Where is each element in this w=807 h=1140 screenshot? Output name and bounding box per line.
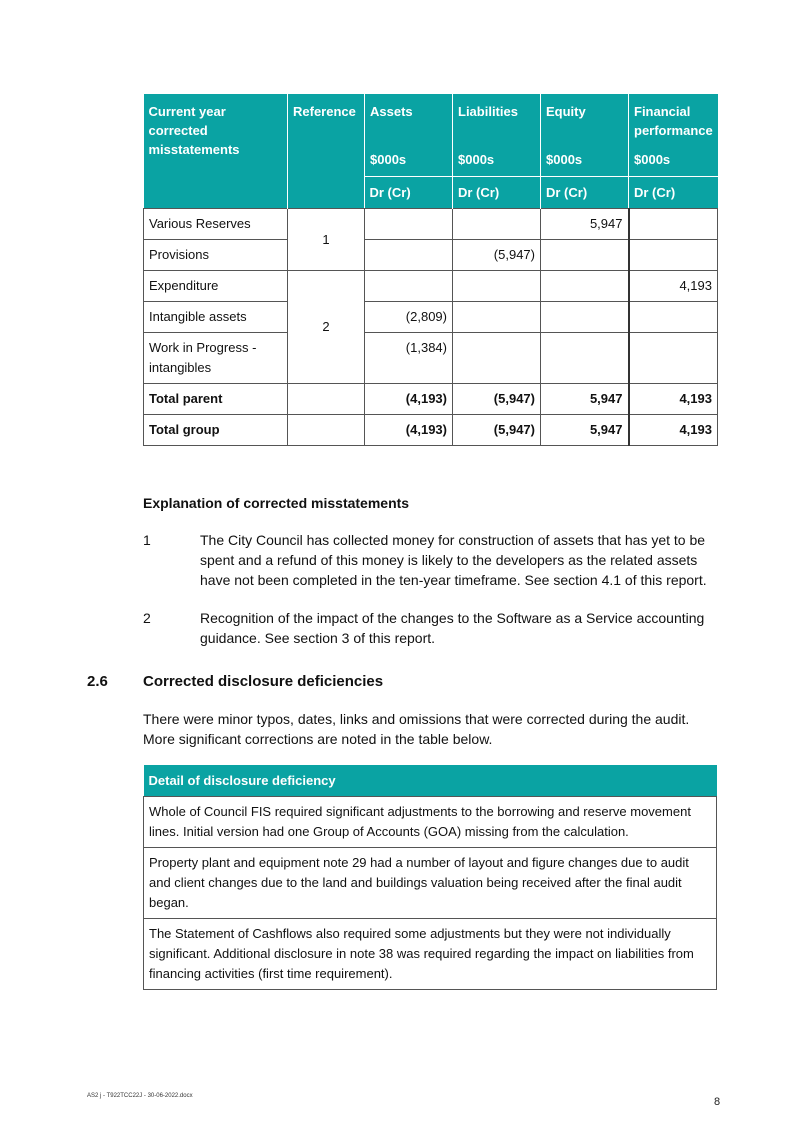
explanation-number: 1	[143, 532, 151, 548]
row-equity	[541, 240, 629, 271]
row-item: Total group	[144, 415, 288, 446]
row-item: Expenditure	[144, 271, 288, 302]
total-row	[144, 384, 718, 415]
table-row	[144, 209, 718, 240]
row-financial-performance	[629, 302, 718, 333]
header-liabilities: Liabilities $000s	[453, 94, 541, 177]
table-row	[144, 797, 717, 848]
section-number: 2.6	[87, 673, 108, 690]
row-item: Various Reserves	[144, 209, 288, 240]
table-row	[144, 848, 717, 919]
disclosure-row-text: The Statement of Cashflows also required some adjustments but they were not individually significant. Additional disclosure in note 38 was required regarding the impact on liabilities from financing activities (first time requirement).	[144, 919, 717, 990]
row-financial-performance: 4,193	[629, 384, 718, 415]
row-item: Total parent	[144, 384, 288, 415]
table-row	[144, 302, 718, 333]
explanation-heading: Explanation of corrected misstatements	[143, 495, 410, 511]
row-reference: 1	[288, 209, 365, 271]
header-description: Current year corrected misstatements	[144, 94, 288, 209]
header-dr-cr: Dr (Cr)	[365, 177, 453, 209]
row-reference	[288, 384, 365, 415]
row-assets: (1,384)	[365, 333, 453, 384]
header-unit: $000s	[546, 152, 583, 167]
row-financial-performance	[629, 333, 718, 384]
row-item: Intangible assets	[144, 302, 288, 333]
footer-document-reference: AS2 j - T922TCC22J - 30-06-2022.docx	[87, 1093, 193, 1099]
header-dr-cr: Dr (Cr)	[629, 177, 718, 209]
row-liabilities: (5,947)	[453, 384, 541, 415]
table-row	[144, 333, 718, 384]
section-title: Corrected disclosure deficiencies	[143, 673, 384, 690]
row-equity	[541, 271, 629, 302]
row-assets	[365, 271, 453, 302]
row-assets: (4,193)	[365, 384, 453, 415]
row-equity: 5,947	[541, 209, 629, 240]
row-liabilities: (5,947)	[453, 415, 541, 446]
row-assets	[365, 209, 453, 240]
table-row	[144, 271, 718, 302]
total-row	[144, 415, 718, 446]
header-disclosure-deficiency: Detail of disclosure deficiency	[144, 765, 717, 797]
header-reference: Reference	[288, 94, 365, 209]
row-financial-performance: 4,193	[629, 271, 718, 302]
explanation-item	[143, 608, 723, 648]
row-equity	[541, 302, 629, 333]
header-unit: $000s	[370, 152, 407, 167]
row-assets: (2,809)	[365, 302, 453, 333]
disclosure-row-text: Property plant and equipment note 29 had a number of layout and figure changes due to audit and client changes due to the land and buildings valuation being received after the final audit began.	[144, 848, 717, 919]
header-equity: Equity $000s	[541, 94, 629, 177]
row-liabilities	[453, 271, 541, 302]
explanation-item	[143, 530, 723, 590]
row-liabilities	[453, 209, 541, 240]
explanation-text: Recognition of the impact of the changes to the Software as a Service accounting guidance. See section 3 of this report.	[200, 610, 705, 646]
row-assets: (4,193)	[365, 415, 453, 446]
header-assets: Assets $000s	[365, 94, 453, 177]
table-header-row	[144, 765, 717, 797]
table-header-row	[144, 94, 718, 177]
row-financial-performance: 4,193	[629, 415, 718, 446]
corrected-misstatements-table	[143, 94, 718, 446]
explanation-text: The City Council has collected money for construction of assets that has yet to be spent and a refund of this money is likely to the developers as the related assets have not been completed in the ten-year timeframe. See section 4.1 of this report.	[200, 532, 707, 588]
row-financial-performance	[629, 240, 718, 271]
row-financial-performance	[629, 209, 718, 240]
row-equity	[541, 333, 629, 384]
page-number: 8	[714, 1096, 721, 1108]
section-intro: There were minor typos, dates, links and omissions that were corrected during the audit. More significant corrections are noted in the table below.	[143, 711, 690, 747]
row-item: Provisions	[144, 240, 288, 271]
header-dr-cr: Dr (Cr)	[453, 177, 541, 209]
header-dr-cr: Dr (Cr)	[541, 177, 629, 209]
row-equity: 5,947	[541, 415, 629, 446]
row-reference	[288, 415, 365, 446]
table-row	[144, 240, 718, 271]
explanation-number: 2	[143, 610, 151, 626]
row-assets	[365, 240, 453, 271]
row-liabilities	[453, 333, 541, 384]
table-row	[144, 919, 717, 990]
row-item: Work in Progress - intangibles	[144, 333, 288, 384]
row-liabilities	[453, 302, 541, 333]
disclosure-deficiency-table	[143, 765, 717, 990]
header-unit: $000s	[634, 152, 671, 167]
row-reference: 2	[288, 271, 365, 384]
disclosure-row-text: Whole of Council FIS required significant adjustments to the borrowing and reserve movement lines. Initial version had one Group of Accounts (GOA) missing from the calculation.	[144, 797, 717, 848]
row-liabilities: (5,947)	[453, 240, 541, 271]
header-unit: $000s	[458, 152, 495, 167]
header-financial-performance: Financial performance $000s	[629, 94, 718, 177]
row-equity: 5,947	[541, 384, 629, 415]
